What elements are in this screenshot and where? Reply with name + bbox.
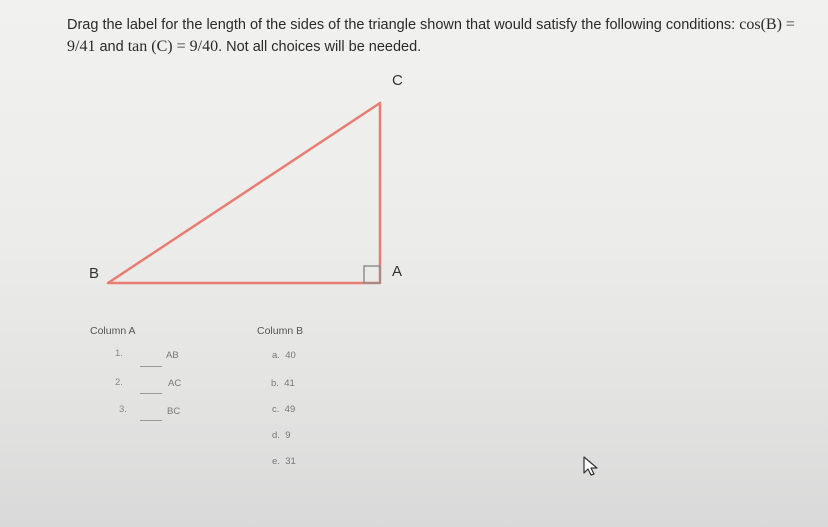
- question-note: . Not all choices will be needed.: [218, 39, 422, 55]
- question-and: and: [95, 39, 128, 55]
- tan-expression: tan (C) =: [127, 38, 186, 55]
- choice-b-letter: b.: [271, 378, 279, 389]
- choice-c[interactable]: [272, 404, 295, 415]
- row-2-number: 2.: [115, 377, 123, 388]
- vertex-b-label: B: [89, 265, 100, 282]
- right-angle-marker: [364, 266, 380, 283]
- choice-b[interactable]: [271, 378, 295, 389]
- choice-a-value: 40: [285, 350, 296, 361]
- vertex-a-label: A: [392, 263, 403, 280]
- column-b-header: Column B: [257, 325, 304, 337]
- row-1-drop-target[interactable]: [140, 366, 162, 367]
- choice-e-value: 31: [285, 456, 296, 467]
- choice-d-letter: d.: [272, 430, 280, 441]
- row-2-drop-target[interactable]: [140, 393, 162, 394]
- choice-b-value: 41: [284, 378, 295, 389]
- triangle-shape: [108, 103, 380, 283]
- row-2-label: AC: [168, 378, 182, 389]
- choice-c-value: 49: [284, 404, 296, 415]
- column-a-header: Column A: [90, 325, 136, 337]
- row-3-number: 3.: [119, 404, 127, 415]
- mouse-pointer-icon: [582, 455, 600, 477]
- choice-d-value: 9: [285, 430, 291, 441]
- question-intro: Drag the label for the length of the sides of the triangle shown that would satisfy the following conditions:: [67, 17, 740, 33]
- row-3-drop-target[interactable]: [140, 420, 162, 421]
- vertex-c-label: C: [392, 72, 403, 89]
- choice-e-letter: e.: [272, 456, 280, 467]
- row-1-number: 1.: [115, 348, 123, 359]
- cos-value: 9/41: [67, 38, 96, 55]
- cos-expression: cos(B) =: [739, 16, 795, 33]
- choice-e[interactable]: [272, 456, 296, 467]
- choice-c-letter: c.: [272, 404, 280, 415]
- row-1-label: AB: [166, 350, 179, 361]
- tan-value: 9/40: [189, 38, 219, 55]
- choice-a[interactable]: [272, 350, 296, 361]
- row-3-label: BC: [167, 406, 181, 417]
- choice-a-letter: a.: [272, 350, 280, 361]
- choice-d[interactable]: [272, 430, 291, 441]
